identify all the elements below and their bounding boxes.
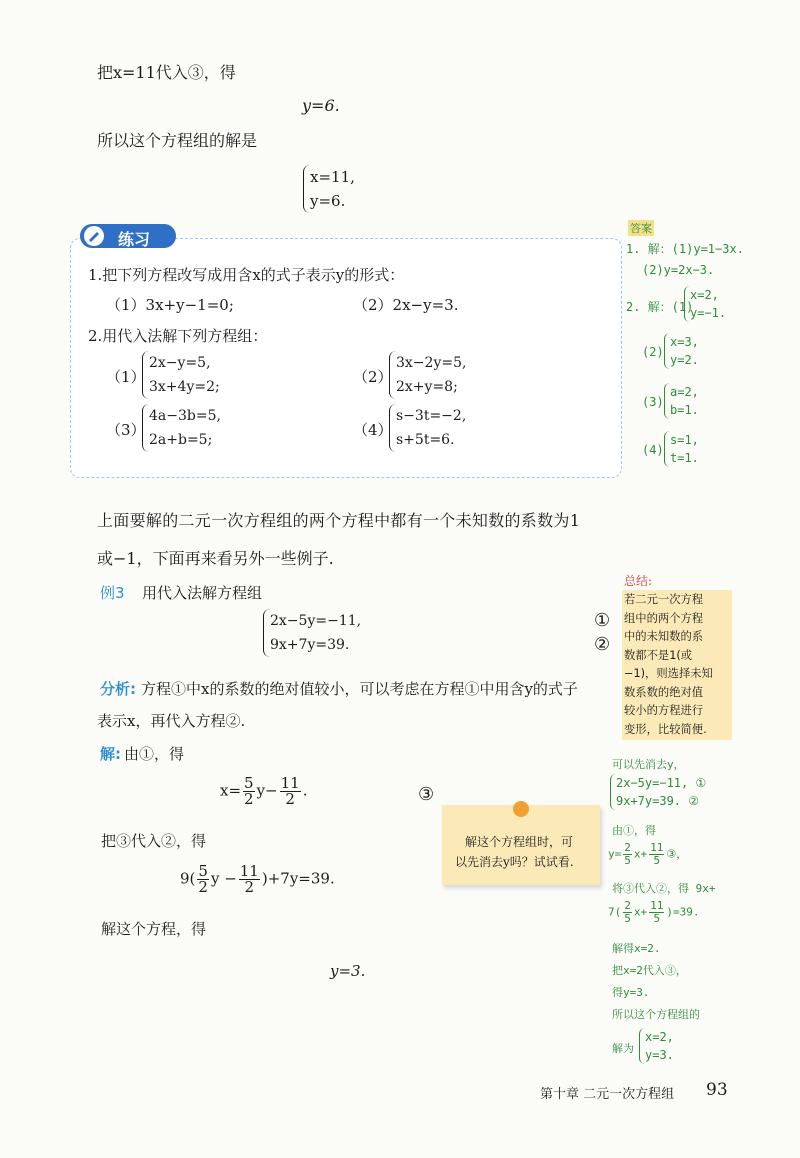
numerator: 5 <box>244 774 254 792</box>
denominator: 2 <box>244 878 255 896</box>
equation: 9x+7y=39. <box>270 637 350 653</box>
denominator: 2 <box>198 878 208 896</box>
denominator: 2 <box>285 790 295 808</box>
practice-header-label: 练习 <box>118 230 151 249</box>
side-note: 得y=3. <box>612 986 650 999</box>
equation: y=2. <box>670 353 699 367</box>
question-label: （4） <box>353 421 393 439</box>
fraction <box>623 842 632 867</box>
denominator: 2 <box>244 790 254 808</box>
equation: y=6. <box>302 96 340 115</box>
equation: 3x−2y=5, <box>396 355 467 371</box>
equation-system <box>389 404 466 452</box>
summary-line: 数都不是1(或 <box>624 648 693 662</box>
solution-text: 由①，得 <box>124 745 185 763</box>
denominator: 5 <box>624 912 631 925</box>
equation: s+5t=6. <box>396 432 455 448</box>
eq-part: y − <box>210 869 237 888</box>
eq-part: x= <box>220 781 242 800</box>
denominator: 5 <box>653 854 661 867</box>
text-line: 所以这个方程组的解是 <box>97 131 258 150</box>
analysis-text: 表示x，再代入方程②. <box>97 712 246 730</box>
chapter-title: 第十章 二元一次方程组 <box>540 1087 675 1102</box>
side-note: 可以先消去y， <box>612 758 685 771</box>
eq-part: x+ <box>633 905 648 919</box>
summary-line: −1)，则选择未知 <box>624 667 713 680</box>
equation-system <box>142 404 221 452</box>
equation: x=2, <box>690 288 719 302</box>
numerator: 11 <box>280 774 300 792</box>
paragraph-line: 上面要解的二元一次方程组的两个方程中都有一个未知数的系数为1 <box>97 511 581 530</box>
answer-system <box>664 431 699 467</box>
solution-system <box>303 165 355 213</box>
side-equation <box>608 842 687 867</box>
numerator: 2 <box>624 899 631 912</box>
equation: 4a−3b=5, <box>149 408 221 424</box>
numerator: 5 <box>198 862 208 880</box>
summary-text <box>624 591 713 739</box>
side-note: 所以这个方程组的 <box>612 1008 700 1021</box>
equation: a=2, <box>670 385 699 399</box>
answer-line: (2)y=2x−3. <box>642 263 715 277</box>
summary-line: 中的未知数的系 <box>624 630 704 643</box>
equation: 2x−5y=−11, <box>270 613 362 629</box>
pushpin-icon <box>513 801 529 817</box>
eq-part: x+ <box>633 847 648 861</box>
paragraph-line: 或−1，下面再来看另外一些例子. <box>97 549 334 568</box>
equation: t=1. <box>670 451 699 465</box>
equation-system <box>142 351 220 399</box>
equation: y=6. <box>310 192 346 210</box>
summary-line: 组中的两个方程 <box>624 611 704 625</box>
side-note: 解为 <box>612 1042 634 1055</box>
equation: 3x+4y=2; <box>149 379 220 395</box>
answer-system <box>664 333 699 369</box>
side-note: 由①，得 <box>612 824 656 837</box>
question-label: （3） <box>106 421 146 439</box>
side-note: 解得x=2. <box>612 942 661 955</box>
denominator: 5 <box>624 854 631 867</box>
question-1b: （2）2x−y=3. <box>353 296 459 314</box>
question-label: （1） <box>106 368 146 386</box>
summary-title: 总结: <box>624 574 653 588</box>
analysis-label: 分析: <box>100 680 136 698</box>
fraction <box>239 864 260 895</box>
equation: 9x+7y=39. ② <box>616 794 700 808</box>
eq-part: y= <box>608 847 622 861</box>
numerator: 11 <box>650 899 664 912</box>
pencil-icon <box>84 226 104 246</box>
answer-line: (3) <box>642 395 664 409</box>
question-label: （2） <box>353 368 393 386</box>
eq-part: 9( <box>180 869 196 888</box>
answer-system <box>664 383 699 419</box>
numerator: 2 <box>624 841 631 854</box>
equation: y=3. <box>645 1048 674 1062</box>
equation-marker: ① <box>594 610 611 631</box>
equation: y=3. <box>330 962 366 980</box>
solution-label: 解: <box>100 745 121 763</box>
note-text: 解这个方程组时，可 <box>465 835 574 849</box>
answer-line: 1. 解：(1)y=1−3x. <box>626 242 744 256</box>
eq-part: 7( <box>608 905 622 919</box>
equation: y=−1. <box>690 306 727 320</box>
eq-part: ③， <box>666 847 688 861</box>
fraction <box>649 842 664 867</box>
fraction <box>243 776 255 807</box>
example-system <box>263 609 361 657</box>
equation: x=2, <box>645 1030 674 1044</box>
side-system <box>610 774 706 810</box>
page-number: 93 <box>706 1080 728 1100</box>
numerator: 11 <box>239 862 259 880</box>
summary-line: 数系数的绝对值 <box>624 685 704 699</box>
eq-part: )+7y=39. <box>261 869 335 888</box>
side-equation <box>608 900 700 925</box>
question-2: 2.用代入法解下列方程组： <box>88 327 268 345</box>
side-system <box>639 1028 674 1064</box>
example-text: 用代入法解方程组 <box>142 584 263 602</box>
equation: x=11, <box>310 168 355 186</box>
fraction <box>280 776 301 807</box>
analysis-text: 方程①中x的系数的绝对值较小，可以考虑在方程①中用含y的式子 <box>141 680 578 698</box>
fraction <box>623 900 632 925</box>
equation-marker: ② <box>594 634 611 655</box>
equation: x=3, <box>670 335 699 349</box>
summary-line: 较小的方程进行 <box>624 704 704 717</box>
answer-line: (4) <box>642 443 664 457</box>
equation-system <box>389 351 466 399</box>
equation-4 <box>180 864 335 895</box>
equation: 2x+y=8; <box>396 379 458 395</box>
equation-3 <box>220 776 308 807</box>
answer-line: (2) <box>642 345 664 359</box>
denominator: 5 <box>653 912 661 925</box>
text-line: 把x=11代入③，得 <box>97 63 236 82</box>
equation: s−3t=−2, <box>396 408 467 424</box>
eq-part: y− <box>256 781 278 800</box>
side-note: 将③代入②，得 9x+ <box>612 882 716 895</box>
equation: b=1. <box>670 403 699 417</box>
equation-marker: ③ <box>418 784 435 805</box>
summary-line: 变形，比较简便. <box>624 722 707 736</box>
equation: 2x−y=5, <box>149 355 211 371</box>
eq-part: )=39. <box>666 905 700 919</box>
equation: s=1, <box>670 433 699 447</box>
eq-part: . <box>302 781 308 800</box>
fraction <box>649 900 664 925</box>
question-1: 1.把下列方程改写成用含x的式子表示y的形式： <box>88 266 405 284</box>
fraction <box>197 864 209 895</box>
text-line: 解这个方程，得 <box>101 920 207 938</box>
side-note: 把x=2代入③， <box>612 964 687 977</box>
equation: 2a+b=5; <box>149 432 213 448</box>
example-label: 例3 <box>100 584 125 602</box>
question-1a: （1）3x+y−1=0; <box>106 296 234 314</box>
summary-line: 若二元一次方程 <box>624 593 704 606</box>
note-text: 以先消去y吗？试试看. <box>455 855 574 869</box>
text-line: 把③代入②，得 <box>101 832 207 850</box>
answers-title: 答案 <box>630 222 652 235</box>
answer-line: 2. 解：(1) <box>626 300 694 314</box>
answer-system <box>684 286 726 322</box>
numerator: 11 <box>650 841 664 854</box>
equation: 2x−5y=−11, ① <box>616 776 707 790</box>
